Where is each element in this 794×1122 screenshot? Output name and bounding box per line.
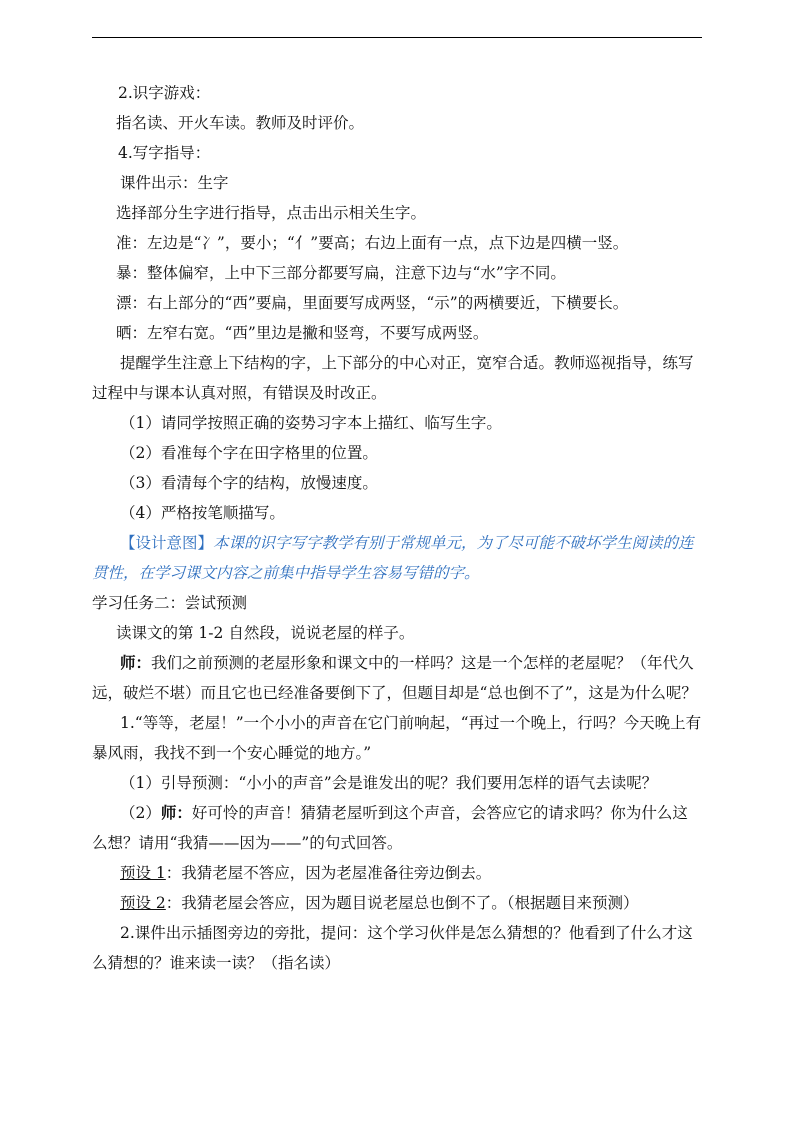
header-rule (92, 37, 702, 38)
teacher-label: 师： (160, 803, 192, 822)
paragraph: 指名读、开火车读。教师及时评价。 (116, 114, 365, 132)
teacher-text: 我们之前预测的老屋形象和课文中的一样吗？这是一个怎样的老屋呢？（年代久远，破烂不堪）而且它也已经准备要倒下了，但题目却是“总也倒不了”，这是为什么呢？ (92, 654, 697, 702)
paragraph: 选择部分生字进行指导，点击出示相关生字。 (116, 204, 427, 222)
paragraph: 提醒学生注意上下结构的字，上下部分的中心对正，宽窄合适。教师巡视指导，练写过程中与课本认真对照，有错误及时改正。 (92, 354, 694, 402)
teacher-question (92, 648, 702, 708)
heading-literacy-game: 2.识字游戏： (118, 84, 211, 102)
paragraph: 课件出示：生字 (120, 174, 229, 192)
question-1: 1.“等等，老屋！”一个小小的声音在它门前响起，“再过一个晚上，行吗？今天晚上有暴风雨，我找不到一个安心睡觉的地方。” (92, 714, 702, 762)
design-intent-label: 【设计意图】 (120, 534, 214, 552)
guide-prefix: （2） (120, 804, 161, 822)
design-intent-text: 本课的识字写字教学有别于常规单元，为了尽可能不破坏学生阅读的连贯性，在学习课文内容之前集中指导学生容易写错的字。 (92, 534, 694, 582)
document-body (92, 78, 702, 978)
preset-text: ：我猜老屋不答应，因为老屋准备往旁边倒去。 (165, 864, 492, 882)
char-note-piao: 漂：右上部分的“西”要扁，里面要写成两竖，“示”的两横要近，下横要长。 (116, 294, 629, 312)
preset-2 (92, 888, 702, 918)
question-2: 2.课件出示插图旁边的旁批，提问：这个学习伙伴是怎么猜想的？他看到了什么才这么猜想的？谁来读一读？（指名读） (92, 924, 693, 972)
char-note-zhun: 准：左边是“冫”，要小；“亻”要高；右边上面有一点，点下边是四横一竖。 (116, 234, 629, 252)
task-heading: 学习任务二：尝试预测 (92, 594, 248, 612)
guide-item: （1）引导预测：“小小的声音”会是谁发出的呢？我们要用怎样的语气去读呢？ (120, 774, 658, 792)
char-note-shai: 晒：左窄右宽。“西”里边是撇和竖弯，不要写成两竖。 (116, 324, 489, 342)
preset-1 (92, 858, 702, 888)
step-item: （1）请同学按照正确的姿势习字本上描红、临写生字。 (120, 414, 502, 432)
step-item: （3）看清每个字的结构，放慢速度。 (120, 474, 378, 492)
step-item: （4）严格按笔顺描写。 (120, 504, 285, 522)
paragraph: 读课文的第 1-2 自然段，说说老屋的样子。 (116, 624, 415, 642)
teacher-label: 师： (120, 653, 152, 672)
preset-text: ：我猜老屋会答应，因为题目说老屋总也倒不了。（根据题目来预测） (165, 894, 639, 912)
preset-label: 预设 2 (120, 894, 166, 912)
char-note-bao: 暴：整体偏窄，上中下三部分都要写扁，注意下边与“水”字不同。 (116, 264, 566, 282)
guide-item (92, 798, 702, 858)
heading-writing-guide: 4.写字指导： (118, 144, 211, 162)
design-intent (92, 528, 702, 588)
step-item: （2）看准每个字在田字格里的位置。 (120, 444, 378, 462)
preset-label: 预设 1 (120, 864, 166, 882)
guide-text: 好可怜的声音！猜猜老屋听到这个声音，会答应它的请求吗？你为什么这么想？请用“我猜——因为——”的句式回答。 (92, 804, 688, 852)
